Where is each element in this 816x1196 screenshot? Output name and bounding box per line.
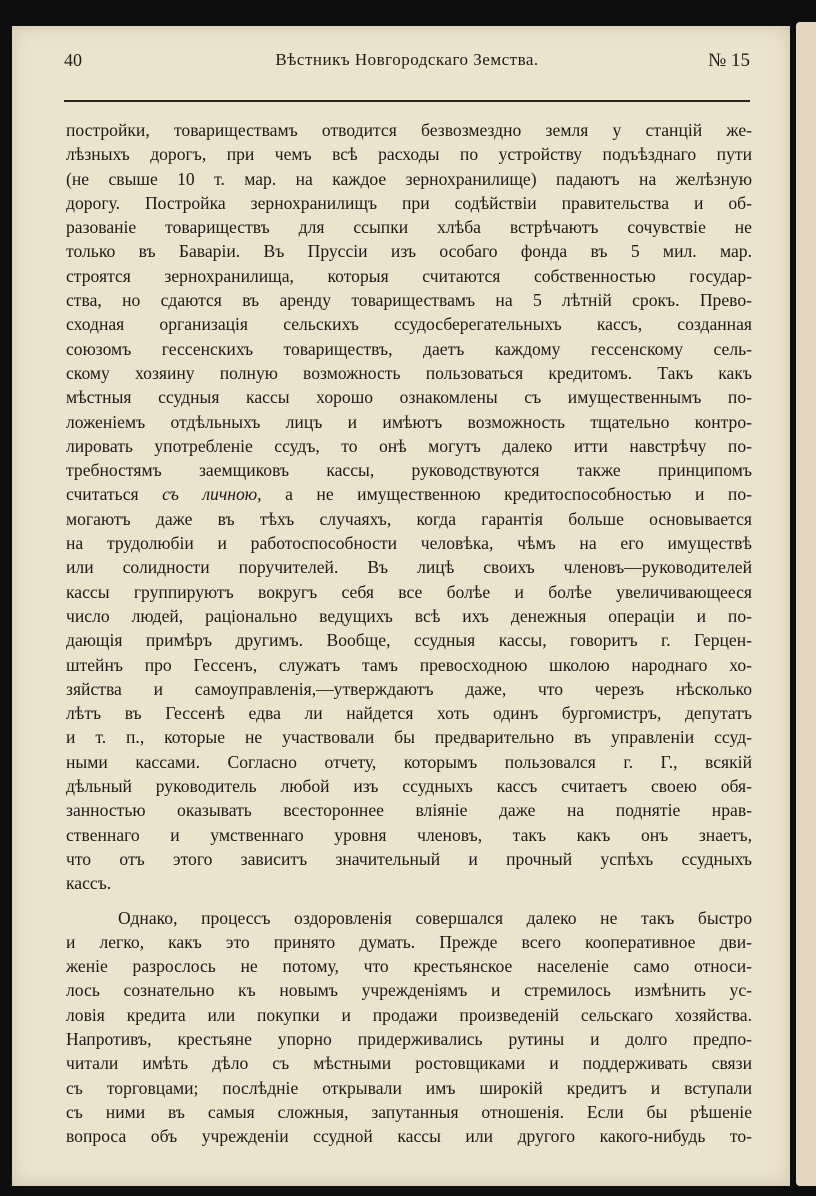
text-line: могаютъ даже въ тѣхъ случаяхъ, когда гарантія больше основывается	[66, 508, 752, 529]
text-line: лировать употребленіе ссудъ, то онѣ могутъ далеко итти навстрѣчу по-	[66, 435, 752, 456]
text-line: женіе разрослось не потому, что крестьянское населеніе само относи-	[66, 956, 752, 977]
text-line: ложеніемъ отдѣльныхъ лицъ и имѣютъ возможность тщательно контро-	[66, 411, 752, 432]
text-line: кассы группируютъ вокругъ себя все болѣе и болѣе увеличивающееся	[66, 581, 752, 602]
body-text	[66, 118, 752, 1148]
text-line: съ торговцами; послѣдніе открывали имъ широкій кредитъ и вступали	[66, 1077, 752, 1098]
paragraph-1	[66, 118, 752, 896]
text-line: союзомъ гессенскихъ товариществъ, даетъ каждому гессенскому сель-	[66, 338, 752, 359]
text-line: ловія кредита или покупки и продажи произведеній сельскаго хозяйства.	[66, 1004, 752, 1025]
text-line: число людей, раціонально ведущихъ всѣ ихъ денежныя операціи и по-	[66, 605, 752, 626]
text-line: зяйства и самоуправленія,—утверждаютъ даже, что черезъ нѣсколько	[66, 678, 752, 699]
text-line: дѣльный руководитель любой изъ ссудныхъ кассъ считаетъ своею обя-	[66, 776, 752, 797]
text-line: сходная организація сельскихъ ссудосберегательныхъ кассъ, созданная	[66, 314, 752, 335]
text-line: скому хозяину полную возможность пользоваться кредитомъ. Такъ какъ	[66, 362, 752, 383]
text-line: штейнъ про Гессенъ, служатъ тамъ превосходною школою народнаго хо-	[66, 654, 752, 675]
text-line: дающія примѣръ другимъ. Вообще, ссудныя кассы, говоритъ г. Герцен-	[66, 630, 752, 651]
text-line: (не свыше 10 т. мар. на каждое зернохранилище) падаютъ на желѣзную	[66, 168, 752, 189]
italic-emphasis: съ личною,	[162, 484, 262, 505]
text-line: читали имѣть дѣло съ мѣстными ростовщиками и поддерживать связи	[66, 1053, 752, 1074]
text-line: или солидности поручителей. Въ лицѣ своихъ членовъ—руководителей	[66, 557, 752, 578]
text-segment: считаться	[66, 484, 163, 505]
issue-number: № 15	[708, 50, 750, 71]
text-line: ными кассами. Согласно отчету, которымъ пользовался г. Г., всякій	[66, 751, 752, 772]
text-line: только въ Баваріи. Въ Пруссіи изъ особаго фонда въ 5 мил. мар.	[66, 241, 752, 262]
text-line: на трудолюбіи и работоспособности человѣка, чѣмъ на его имуществѣ	[66, 533, 752, 554]
text-line-emphasis	[66, 482, 752, 506]
text-line: мѣстныя ссудныя кассы хорошо ознакомлены съ имущественнымъ по-	[66, 387, 752, 408]
text-line: съ ними въ самыя сложныя, запутанныя отношенія. Если бы рѣшеніе	[66, 1101, 752, 1122]
page-number: 40	[64, 50, 82, 70]
text-line: ства, но сдаются въ аренду товариществамъ на 5 лѣтній срокъ. Прево-	[66, 290, 752, 311]
adjacent-page-edge	[796, 22, 816, 1186]
header-rule	[64, 100, 750, 102]
text-line: разованіе товариществъ для ссыпки хлѣба встрѣчаютъ сочувствіе не	[66, 217, 752, 238]
text-line: лѣтъ въ Гессенѣ едва ли найдется хоть одинъ бургомистръ, депутатъ	[66, 703, 752, 724]
text-line: требностямъ заемщиковъ кассы, руководствуются также принципомъ	[66, 460, 752, 481]
text-line: что отъ этого зависитъ значительный и прочный успѣхъ ссудныхъ	[66, 848, 752, 869]
text-line: ственнаго и умственнаго уровня членовъ, такъ какъ онъ знаетъ,	[66, 824, 752, 845]
text-line: кассъ.	[66, 873, 112, 894]
text-line: и легко, какъ это принято думать. Прежде всего кооперативное дви-	[66, 931, 752, 952]
text-line: строятся зернохранилища, которыя считаются собственностью государ-	[66, 265, 752, 286]
journal-title: Вѣстникъ Новгородскаго Земства.	[275, 50, 539, 69]
text-line: вопроса объ учрежденіи ссудной кассы или другого какого-нибудь то-	[66, 1126, 752, 1147]
text-line: дорогу. Постройка зернохранилищъ при содѣйствіи правительства и об-	[66, 192, 752, 213]
paragraph-2	[66, 906, 752, 1149]
text-line: лось сознательно къ новымъ учрежденіямъ и стремилось измѣнить ус-	[66, 980, 752, 1001]
text-segment: а не имущественною кредитоспособностью и по-	[261, 484, 752, 505]
running-header	[64, 50, 750, 76]
text-line: занностью оказывать всестороннее вліяніе даже на поднятіе нрав-	[66, 800, 752, 821]
text-line: постройки, товариществамъ отводится безвозмездно земля у станцій же-	[66, 120, 752, 140]
text-line: Однако, процессъ оздоровленія совершался далеко не такъ быстро	[118, 907, 752, 928]
text-line: Напротивъ, крестьяне упорно придерживались рутины и долго предпо-	[66, 1028, 752, 1049]
text-line: лѣзныхъ дорогъ, при чемъ всѣ расходы по устройству подъѣзднаго пути	[66, 144, 752, 165]
text-line: и т. п., которые не участвовали бы предварительно въ управленіи ссуд-	[66, 727, 752, 748]
